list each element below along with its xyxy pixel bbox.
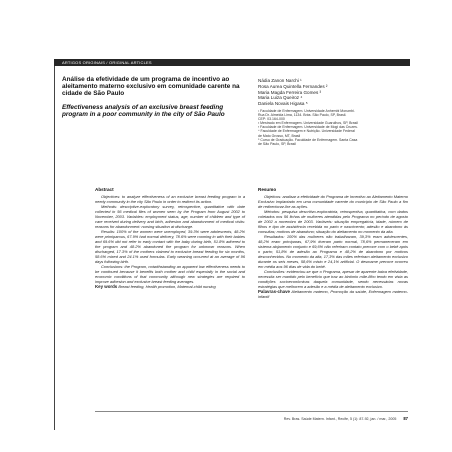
page-footer (95, 416, 408, 421)
abstract-paragraph: Methods: descriptive-exploratory survey, retrospective, quantitative with date collected in 56 medical files of women seen by the Program from August 2002 to November, 2003. Variables: employment status, age, number of children and type of care received during delivery and birth, adhesion and abandonment of medical visits: reasons for abandonment: nursing situation at discharge. (95, 203, 245, 229)
resumo-column (258, 187, 408, 299)
article-title-english: Effectiveness analysis of an exclusive breast feeding program in a poor community in the city of São Paulo (62, 103, 225, 118)
resumo-paragraph: Métodos: pesquisa descritivo-exploratória, retrospectiva, quantitativa, com dados coletados nos 56 fichas de mulheres atendidas pelo Programa no período de agosto de 2002 a novembro de 2003. Variáveis: situação empregatícia, idade, número de filhos e tipo de assistência recebida no parto e nascimento; adesão e abandono às consultas; motivos de abandono; situação do aleitamento no momento da alta. (258, 208, 408, 234)
page-number: 87 (403, 416, 408, 421)
abstract-paragraph: Objectives: to analyze effectiveness of an exclusive breast feeding program in a needy community in the city São Paulo in order to redirect its action. (95, 193, 245, 204)
affiliation-line: ⁴ Faculdade de Enfermagem e Nutrição. Universidade Federal (258, 129, 355, 134)
resumo-paragraph: Objetivos: analisar a efetividade do Programa de Incentivo ao Aleitamento Materno Exclusivo implantado em uma comunidade carente do município de São Paulo a fim de redirecionar-lhe as ações. (258, 193, 408, 209)
resumo-keywords (258, 289, 408, 299)
footer-divider (95, 411, 408, 412)
palavras-chave-text: Aleitamento materno, Promoção da saúde, Enfermagem materno-infantil (258, 289, 409, 300)
author-name: Daniela Novais Higasa ⁵ (258, 101, 308, 107)
keywords-label: Key words (95, 284, 118, 290)
affiliation-line: Rua Dr. Almeida Lima, 1134. Brás. São Paulo, SP, Brasil. (258, 113, 347, 118)
keywords-text: Breast feeding, Health promotion, Maternal-child nursing (118, 284, 216, 290)
affiliation-line: de São Paulo, SP, Brasil (258, 141, 296, 146)
author-name: Nádia Zanon Narchi ¹ (258, 78, 302, 83)
section-label: ARTIGOS ORIGINAIS / ORIGINAL ARTICLES (62, 60, 152, 65)
abstract-column (95, 187, 245, 289)
resumo-paragraph: Conclusões: evidenciou-se que o Programa, apesar de aparente baixa efetividade, necessita ser mantido pelo benefício que traz ao binômio mãe-filho tendo em vista as condições socioeconômicas daquela comunidade, sendo necessárias novas estratégias que melhorem a adesão e a média de aleitamento exclusivo. (258, 269, 408, 290)
title-block (62, 76, 242, 118)
abstract-heading: Abstract (95, 187, 114, 192)
abstract-keywords (95, 284, 245, 289)
author-block (258, 78, 408, 146)
affiliation-line: de Mato Grosso, MT, Brasil (258, 133, 301, 138)
affiliation-line: ⁵ Curso de Graduação. Faculdade de Enfermagem. Santa Casa (258, 137, 358, 142)
palavras-chave-label: Palavras-chave (258, 289, 290, 295)
author-name: Maria Luiza Queiroz ⁴ (258, 95, 303, 101)
abstract-paragraph: Results: 100% of the women were unemployed, 39.3% were adolescents, 48.2% were primiparous, 67.9% had normal delivery, 78.6% were rooming in with their babies and 69.6% did not refer to early contact with the baby during birth, 51.8% adhered to the program and 48.2% abandoned the program for unknown reasons. When discharged, 17.3% of the mothers claimed to exclusive breast feeding for six months, 58.6% mixed and 24.1% used formulas. Early weaning occurred at an average of 96 days following birth. (95, 228, 245, 265)
resumo-heading: Resumo (258, 187, 277, 192)
left-margin-rule (54, 66, 55, 430)
affiliation-line: CEP: 03.164-000 (258, 117, 285, 122)
affiliation-line: ¹ Faculdade de Enfermagem. Universidade Anhembi Morumbi. (258, 108, 355, 113)
author-name: Rosa Aurea Quintella Fernandes ² (258, 83, 328, 89)
affiliation-list (258, 109, 408, 146)
author-list (258, 78, 408, 107)
resumo-paragraph: Resultados: 100% das mulheres não trabalhavam, 39,3% eram adolescentes, 48,2% eram primíparas, 67,9% tiveram parto normal, 78,6% permaneceram em sistema alojamento conjunto e 69,6% não referiram contato precoce com o bebê após o parto; 51,8% de adesão ao Programa e 48,2% de abandono por motivos desconhecidos. No momento da alta, 17,3% das mães referiram aleitamento exclusivo durante os seis meses, 58,6% misto e 24,1% artificial. O desmame precoce ocorreu em média aos 96 dias de vida do bebê. (258, 233, 408, 270)
abstract-paragraph: Conclusions: the Program, notwithstanding an apparent low effectiveness needs to be continued because it benefits both mother and child especially in the social and economic conditions of that community although new strategies are required to improve adhesion and exclusive breast feeding averages. (95, 264, 245, 285)
affiliation-line: ³ Faculdade de Enfermagem. Universidade de Mogi das Cruzes. (258, 125, 358, 130)
article-title-portuguese: Análise da efetividade de um programa de incentivo ao aleitamento materno exclusivo em comunidade carente na cidade de São Paulo (62, 76, 240, 98)
affiliation-line: ² Mestrado em Enfermagem. Universidade Guarulhos, SP, Brasil (258, 121, 358, 126)
author-name: Maria Magda Ferreira Gomes ³ (258, 89, 322, 95)
journal-citation: Rev. Bras. Saúde Matern. Infant., Recife, 5 (1): 87-92, jan. / mar., 2005 (283, 417, 397, 421)
